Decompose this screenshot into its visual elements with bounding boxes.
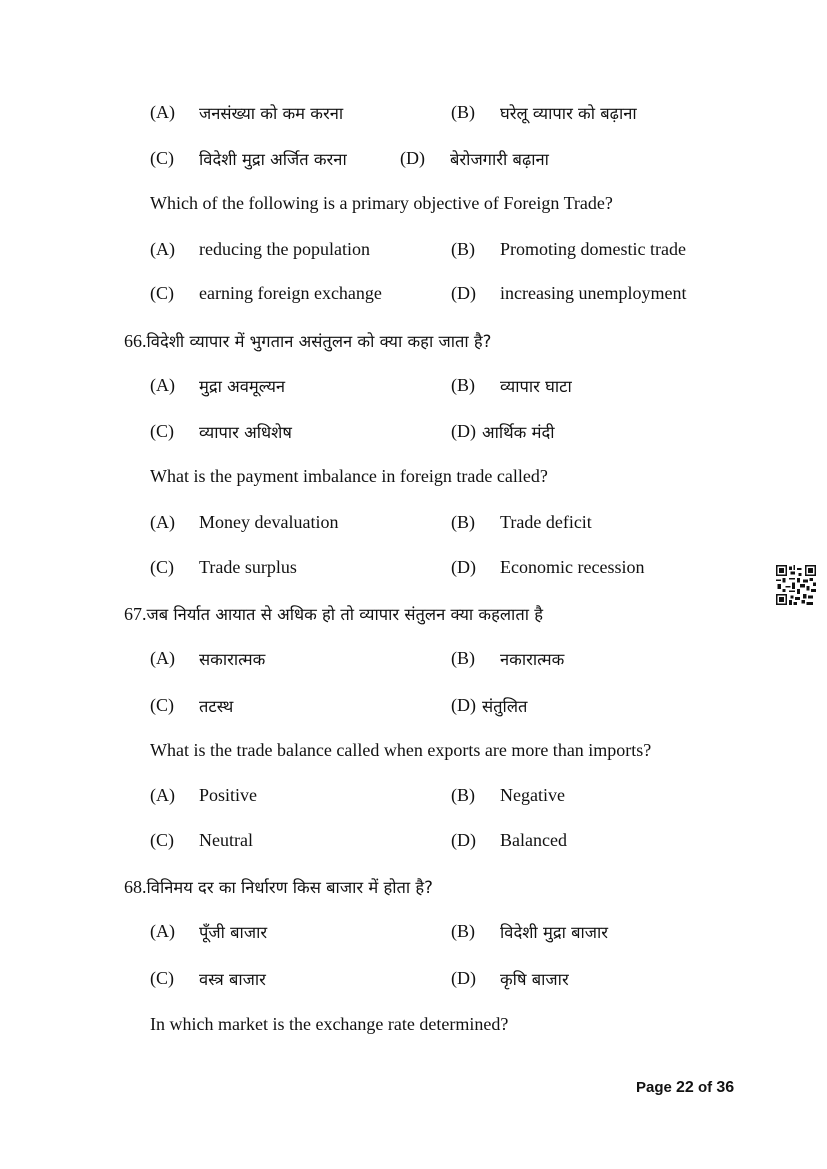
- question-number: 68.: [124, 877, 147, 897]
- option-letter: (D): [451, 830, 476, 850]
- question-number: 67.: [124, 604, 147, 624]
- option-text: व्यापार घाटा: [500, 377, 572, 396]
- option-letter: (D): [451, 968, 476, 988]
- question-english: What is the payment imbalance in foreign trade called?: [150, 466, 548, 486]
- option-letter: (D): [451, 557, 476, 577]
- option-letter: (A): [150, 102, 175, 122]
- option-letter: (B): [451, 512, 475, 532]
- option-text: तटस्थ: [199, 697, 234, 716]
- question-english: Which of the following is a primary objective of Foreign Trade?: [150, 193, 613, 213]
- question-66: [124, 329, 491, 352]
- option-letter: (A): [150, 239, 175, 259]
- option-text: बेरोजगारी बढ़ाना: [450, 150, 549, 169]
- option-text: पूँजी बाजार: [199, 923, 268, 942]
- option-text: संतुलित: [482, 697, 528, 716]
- option-text: earning foreign exchange: [199, 283, 382, 303]
- option-letter: (B): [451, 785, 475, 805]
- qr-code-icon: [776, 565, 816, 605]
- option-letter: (A): [150, 375, 175, 395]
- option-text: कृषि बाजार: [500, 970, 569, 989]
- option-text: reducing the population: [199, 239, 370, 259]
- option-text: जनसंख्या को कम करना: [199, 104, 344, 123]
- option-text: विदेशी मुद्रा बाजार: [500, 923, 609, 942]
- option-text: घरेलू व्यापार को बढ़ाना: [500, 104, 637, 123]
- option-letter: (D): [400, 148, 425, 168]
- option-text: आर्थिक मंदी: [482, 423, 555, 442]
- option-text: व्यापार अधिशेष: [199, 423, 292, 442]
- option-text: Trade deficit: [500, 512, 592, 532]
- option-text: Economic recession: [500, 557, 645, 577]
- option-letter: (C): [150, 148, 174, 168]
- option-letter: (A): [150, 648, 175, 668]
- question-68: [124, 875, 433, 898]
- option-text: Trade surplus: [199, 557, 297, 577]
- option-text: सकारात्मक: [199, 650, 266, 669]
- option-text: मुद्रा अवमूल्यन: [199, 377, 286, 396]
- of-word: of: [698, 1079, 713, 1096]
- option-text: विदेशी मुद्रा अर्जित करना: [199, 150, 347, 169]
- option-text: increasing unemployment: [500, 283, 687, 303]
- option-letter: (C): [150, 557, 174, 577]
- option-text: Promoting domestic trade: [500, 239, 686, 259]
- question-hindi: विदेशी व्यापार में भुगतान असंतुलन को क्या कहा जाता है?: [146, 332, 492, 351]
- option-letter: (D): [451, 421, 476, 441]
- option-text: नकारात्मक: [500, 650, 565, 669]
- option-text: Neutral: [199, 830, 253, 850]
- option-letter: (B): [451, 921, 475, 941]
- page-footer: [636, 1079, 734, 1097]
- page-total: 36: [716, 1079, 735, 1096]
- option-letter: (B): [451, 648, 475, 668]
- option-text: Money devaluation: [199, 512, 339, 532]
- question-hindi: विनिमय दर का निर्धारण किस बाजार में होता है?: [146, 878, 433, 897]
- question-hindi: जब निर्यात आयात से अधिक हो तो व्यापार संतुलन क्या कहलाता है: [146, 605, 544, 624]
- page-number: 22: [676, 1079, 694, 1096]
- option-letter: (B): [451, 239, 475, 259]
- option-letter: (A): [150, 785, 175, 805]
- option-letter: (A): [150, 921, 175, 941]
- option-letter: (C): [150, 830, 174, 850]
- option-letter: (B): [451, 102, 475, 122]
- option-letter: (C): [150, 968, 174, 988]
- option-letter: (B): [451, 375, 475, 395]
- question-english: What is the trade balance called when exports are more than imports?: [150, 740, 652, 760]
- page-word: Page: [636, 1079, 672, 1096]
- option-text: Positive: [199, 785, 258, 805]
- question-english: In which market is the exchange rate determined?: [150, 1014, 509, 1034]
- option-letter: (C): [150, 421, 174, 441]
- question-number: 66.: [124, 331, 147, 351]
- option-text: Balanced: [500, 830, 567, 850]
- option-letter: (C): [150, 283, 174, 303]
- option-letter: (D): [451, 283, 476, 303]
- option-text: वस्त्र बाजार: [199, 970, 266, 989]
- option-text: Negative: [500, 785, 565, 805]
- option-letter: (D): [451, 695, 476, 715]
- option-letter: (C): [150, 695, 174, 715]
- option-letter: (A): [150, 512, 175, 532]
- question-67: [124, 602, 543, 625]
